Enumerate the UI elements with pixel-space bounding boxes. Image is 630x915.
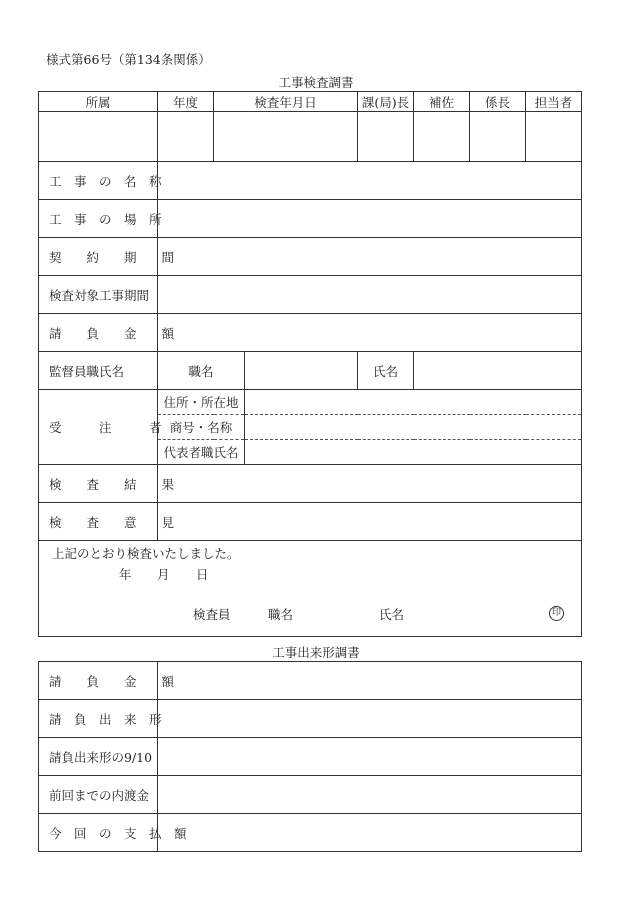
result-label: 検 査 結 果 bbox=[39, 465, 158, 503]
certification-block bbox=[39, 541, 582, 637]
completion-table bbox=[38, 661, 582, 852]
progress-9-10-label: 請負出来形の9/10 bbox=[39, 738, 158, 776]
contractor-representative-label: 代表者職氏名 bbox=[158, 440, 245, 465]
work-name-field[interactable] bbox=[158, 162, 582, 200]
person-in-charge-stamp-cell[interactable] bbox=[526, 112, 582, 162]
form-number: 様式第66号（第134条関係） bbox=[46, 52, 211, 67]
completion-title: 工事出来形調書 bbox=[272, 645, 360, 660]
contract-progress-label: 請 負 出 来 形 bbox=[39, 700, 158, 738]
contractor-representative-field[interactable] bbox=[245, 440, 582, 465]
inspector-name-label: 氏名 bbox=[379, 607, 405, 622]
inspection-title: 工事検査調書 bbox=[278, 75, 354, 90]
contract-period-field[interactable] bbox=[158, 238, 582, 276]
header-affiliation: 所属 bbox=[39, 92, 158, 112]
subsection-chief-stamp-cell[interactable] bbox=[470, 112, 526, 162]
progress-9-10-field[interactable] bbox=[158, 738, 582, 776]
previous-payment-field[interactable] bbox=[158, 776, 582, 814]
certification-text: 上記のとおり検査いたしました。 bbox=[52, 546, 240, 561]
target-period-label: 検査対象工事期間 bbox=[39, 276, 158, 314]
day-label: 日 bbox=[196, 567, 209, 582]
header-section-chief: 課(局)長 bbox=[358, 92, 414, 112]
previous-payment-label: 前回までの内渡金 bbox=[39, 776, 158, 814]
contract-progress-field[interactable] bbox=[158, 700, 582, 738]
contractor-address-field[interactable] bbox=[245, 390, 582, 415]
supervisor-position-field[interactable] bbox=[245, 352, 358, 390]
result-field[interactable] bbox=[158, 465, 582, 503]
current-payment-field[interactable] bbox=[158, 814, 582, 852]
contract-amount-label: 請 負 金 額 bbox=[39, 314, 158, 352]
header-assistant: 補佐 bbox=[414, 92, 470, 112]
inspection-date-cell[interactable] bbox=[214, 112, 358, 162]
month-label: 月 bbox=[157, 567, 170, 582]
contractor-trade-name-label: 商号・名称 bbox=[158, 415, 245, 440]
year-label: 年 bbox=[119, 567, 132, 582]
supervisor-name-label: 氏名 bbox=[358, 352, 414, 390]
contract-amount-field[interactable] bbox=[158, 314, 582, 352]
seal-icon: 印 bbox=[549, 606, 564, 621]
supervisor-name-field[interactable] bbox=[414, 352, 582, 390]
contractor-trade-name-field[interactable] bbox=[245, 415, 582, 440]
inspector-label: 検査員 bbox=[193, 607, 231, 622]
contractor-address-label: 住所・所在地 bbox=[158, 390, 245, 415]
header-inspection-date: 検査年月日 bbox=[214, 92, 358, 112]
contractor-label: 受 注 者 bbox=[39, 390, 158, 465]
section-chief-stamp-cell[interactable] bbox=[358, 112, 414, 162]
fiscal-year-cell[interactable] bbox=[158, 112, 214, 162]
opinion-field[interactable] bbox=[158, 503, 582, 541]
completion-contract-amount-label: 請 負 金 額 bbox=[39, 662, 158, 700]
header-fiscal-year: 年度 bbox=[158, 92, 214, 112]
completion-contract-amount-field[interactable] bbox=[158, 662, 582, 700]
header-subsection-chief: 係長 bbox=[470, 92, 526, 112]
work-name-label: 工 事 の 名 称 bbox=[39, 162, 158, 200]
target-period-field[interactable] bbox=[158, 276, 582, 314]
inspector-position-label: 職名 bbox=[268, 607, 294, 622]
inspection-table bbox=[38, 91, 582, 637]
opinion-label: 検 査 意 見 bbox=[39, 503, 158, 541]
supervisor-position-label: 職名 bbox=[158, 352, 245, 390]
current-payment-label: 今 回 の 支 払 額 bbox=[39, 814, 158, 852]
affiliation-cell[interactable] bbox=[39, 112, 158, 162]
work-location-field[interactable] bbox=[158, 200, 582, 238]
header-person-in-charge: 担当者 bbox=[526, 92, 582, 112]
work-location-label: 工 事 の 場 所 bbox=[39, 200, 158, 238]
contract-period-label: 契 約 期 間 bbox=[39, 238, 158, 276]
assistant-stamp-cell[interactable] bbox=[414, 112, 470, 162]
supervisor-label: 監督員職氏名 bbox=[39, 352, 158, 390]
